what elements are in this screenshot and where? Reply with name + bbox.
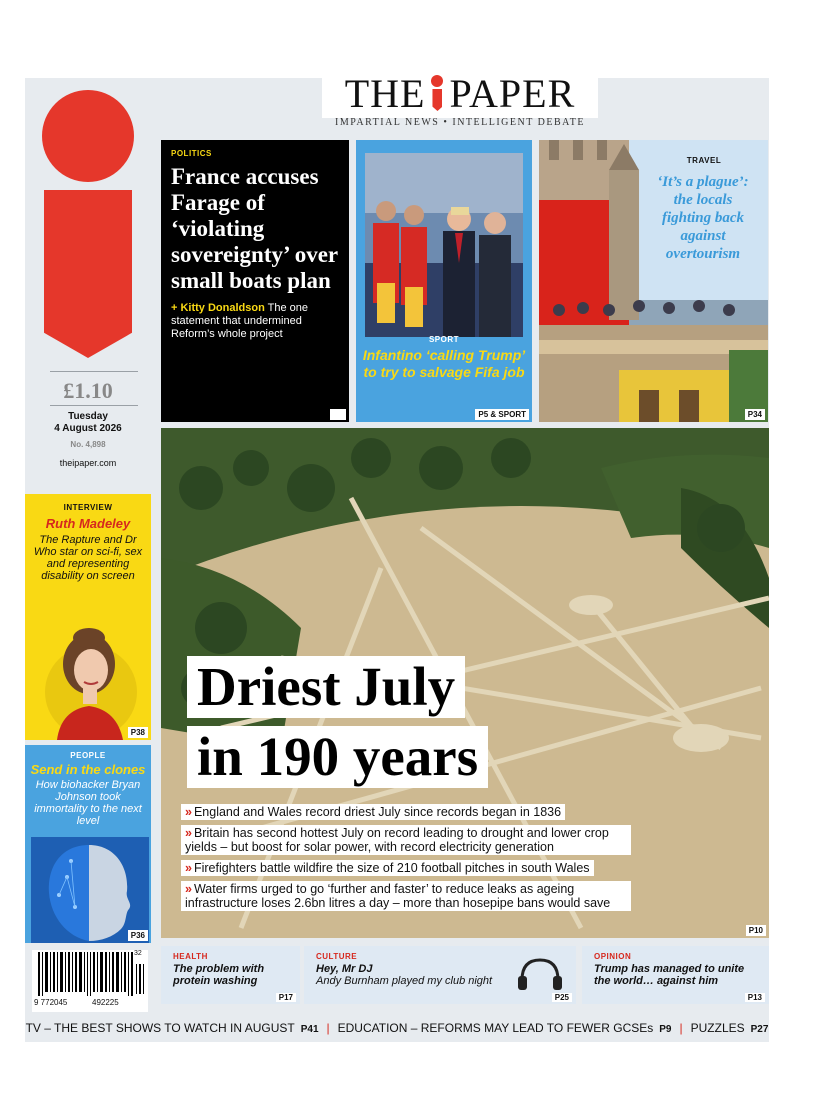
barcode-right-digits: 492225 (92, 998, 119, 1007)
sport-photo (365, 153, 523, 337)
cover-price: £1.10 (63, 378, 113, 403)
culture-subtitle: Andy Burnham played my club night (316, 975, 493, 987)
politics-story[interactable] (161, 140, 349, 422)
day: Tuesday (68, 411, 108, 422)
interview-teaser[interactable] (25, 494, 151, 740)
lead-page-ref: P10 (746, 925, 766, 936)
list-item: » Firefighters battle wildfire the size of 210 football pitches in south Wales (181, 860, 594, 876)
politics-sub (171, 302, 339, 341)
lead-bullets (181, 804, 631, 916)
portrait-image (39, 602, 137, 740)
politics-sub-text: The one statement that undermined Reform’s whole project (171, 302, 309, 340)
people-kicker: PEOPLE (70, 751, 106, 760)
list-item: » Water firms urged to go ‘further and faster’ to reduce leaks as ageing infrastructure loses 2.6bn litres a day – more than hosepipe bans would save (181, 881, 631, 911)
sport-story[interactable] (356, 140, 532, 422)
lead-headline (187, 656, 488, 796)
interview-name: Ruth Madeley (45, 516, 131, 531)
barcode-code: 32 (134, 950, 142, 957)
sport-kicker: SPORT (428, 335, 460, 344)
barcode-left-digits: 9 772045 (34, 998, 68, 1007)
interview-page-ref: P38 (128, 727, 148, 738)
people-blurb: How biohacker Bryan Johnson took immortality to the next level (34, 779, 142, 827)
footer-item-education[interactable]: EDUCATION – REFORMS MAY LEAD TO FEWER GCSEs P9 (337, 1021, 672, 1035)
health-page-ref: P17 (276, 993, 296, 1002)
divider (50, 371, 138, 372)
lead-headline-line2: in 190 years (187, 726, 488, 788)
divider: | (326, 1021, 330, 1035)
list-item: » England and Wales record driest July since records began in 1836 (181, 804, 565, 820)
people-page-ref: P36 (128, 930, 148, 941)
digital-head-image (31, 837, 149, 943)
dateline (38, 411, 138, 435)
masthead-title-left: THE (344, 71, 426, 116)
opinion-page-ref: P13 (745, 993, 765, 1002)
health-title: The problem with protein washing (173, 963, 265, 987)
lead-headline-line1: Driest July (187, 656, 465, 718)
date: 4 August 2026 (54, 423, 122, 434)
i-logo-icon (429, 75, 445, 113)
people-headline: Send in the clones (30, 762, 146, 777)
people-teaser[interactable] (25, 745, 151, 943)
culture-page-ref: P25 (552, 993, 572, 1002)
barcode (32, 950, 148, 1012)
health-kicker: HEALTH (173, 952, 208, 961)
list-item: » Britain has second hottest July on record leading to drought and lower crop yields – but boost for solar power, with record electricity generation (181, 825, 631, 855)
footer-nav (25, 1014, 769, 1042)
headphones-icon (514, 954, 564, 994)
travel-page-ref: P34 (745, 409, 765, 420)
travel-story[interactable] (539, 140, 768, 422)
culture-kicker: CULTURE (316, 952, 358, 961)
lead-story[interactable] (161, 428, 769, 938)
i-brand-logo-icon (42, 90, 134, 360)
footer-item-puzzles[interactable]: PUZZLES P27 (690, 1021, 769, 1035)
politics-headline: France accuses Farage of ‘violating sovereignty’ over small boats plan (171, 164, 338, 293)
health-teaser[interactable] (161, 946, 300, 1004)
footer-item-tv[interactable]: TV – THE BEST SHOWS TO WATCH IN AUGUST P41 (25, 1021, 319, 1035)
travel-headline: ‘It’s a plague’: the locals fighting back against overtourism (657, 174, 749, 262)
interview-blurb: The Rapture and Dr Who star on sci-fi, sex and representing disability on screen (33, 534, 143, 582)
masthead-tagline: IMPARTIAL NEWS • INTELLIGENT DEBATE (334, 117, 585, 128)
travel-kicker: TRAVEL (686, 156, 722, 165)
divider: | (679, 1021, 683, 1035)
politics-page-ref: P6 (330, 409, 346, 420)
barcode-bars (32, 950, 148, 1000)
culture-teaser[interactable] (304, 946, 576, 1004)
interview-kicker: INTERVIEW (63, 503, 113, 512)
masthead-title-right: PAPER (449, 71, 576, 116)
sport-page-ref: P5 & SPORT (475, 409, 529, 420)
politics-byline: + Kitty Donaldson (171, 302, 265, 314)
opinion-title: Trump has managed to unite the world… against him (594, 963, 745, 987)
masthead (322, 70, 598, 118)
sport-headline: Infantino ‘calling Trump’ to try to salvage Fifa job (362, 347, 526, 380)
politics-kicker: POLITICS (171, 149, 212, 158)
issue-number: No. 4,898 (70, 440, 106, 449)
website-link[interactable]: theipaper.com (59, 458, 117, 468)
opinion-kicker: OPINION (594, 952, 632, 961)
culture-title: Hey, Mr DJ (316, 963, 373, 975)
divider (50, 405, 138, 406)
opinion-teaser[interactable] (582, 946, 769, 1004)
